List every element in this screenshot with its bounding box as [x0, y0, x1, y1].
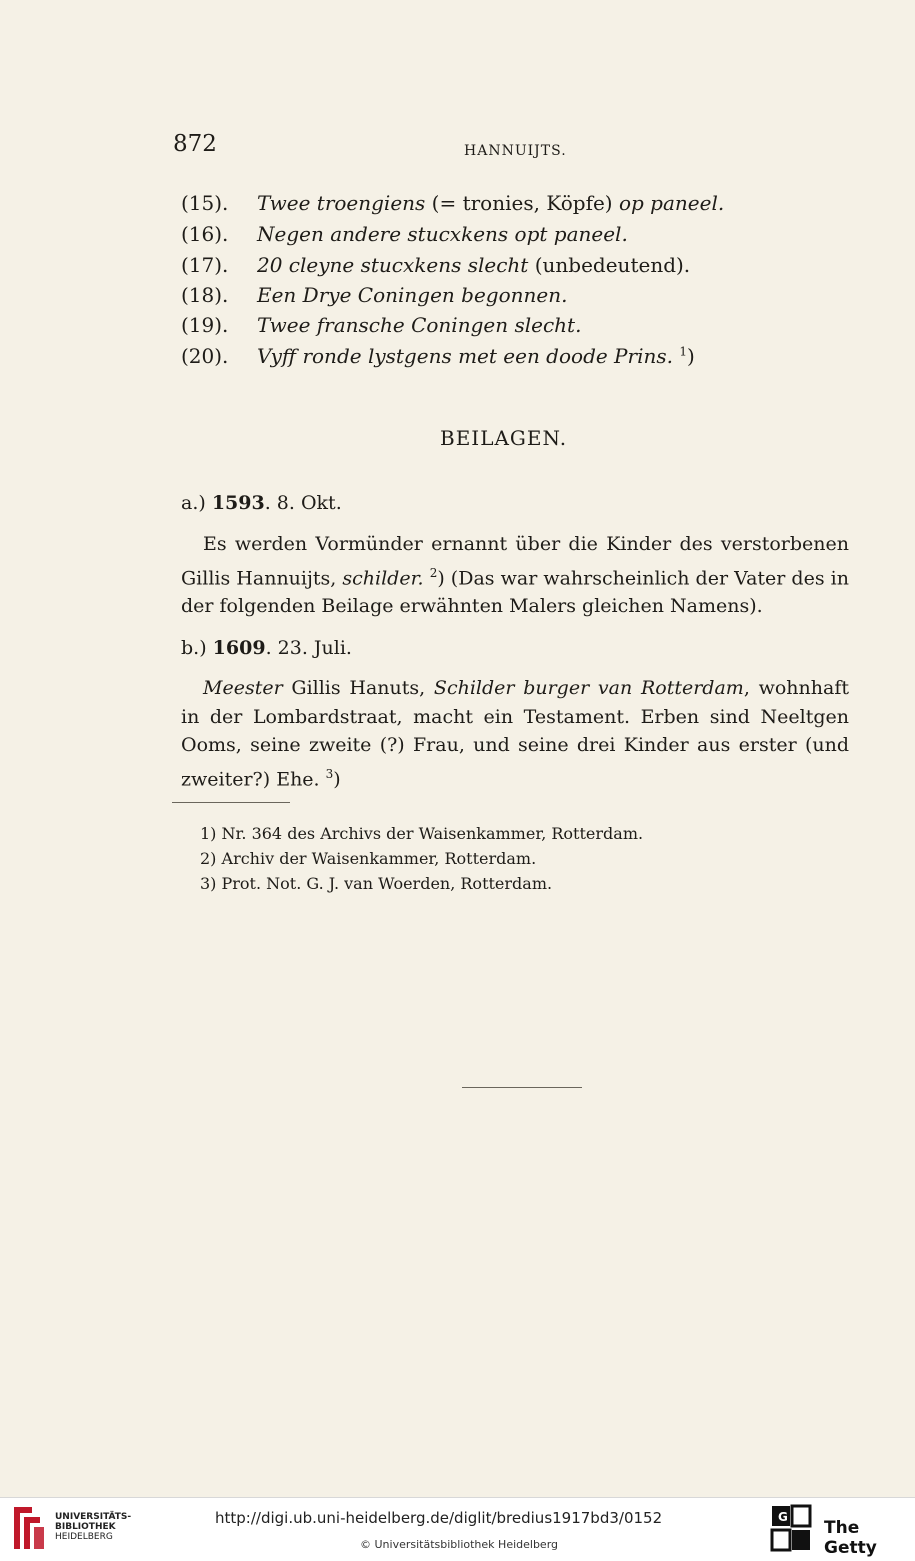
- entry-year: 1609: [212, 637, 266, 659]
- italic-text: 20 cleyne stucxkens slecht: [257, 253, 529, 277]
- entry-paragraph: [181, 530, 849, 621]
- entry-heading: [181, 637, 352, 659]
- item-description: [257, 344, 695, 368]
- italic-text: Een Drye Coningen begonnen.: [257, 283, 568, 307]
- text-run: (= tronies, Köpfe): [425, 191, 619, 215]
- item-number: (19).: [181, 313, 229, 337]
- entry-label: b.): [181, 637, 207, 659]
- footnote: 1) Nr. 364 des Archivs der Waisenkammer, Rotterdam.: [200, 824, 644, 843]
- italic-text: Vyff ronde lystgens met een doode Prins.: [257, 344, 673, 368]
- footnote-divider: [172, 802, 290, 803]
- copyright-notice: © Universitätsbibliothek Heidelberg: [360, 1538, 559, 1551]
- italic-text: Meester: [203, 677, 283, 699]
- item-number: (20).: [181, 344, 229, 368]
- item-description: [257, 253, 690, 277]
- university-library-logo-icon: [10, 1503, 46, 1553]
- entry-paragraph: [181, 674, 849, 793]
- text-run: (unbedeutend).: [528, 253, 691, 277]
- italic-text: op paneel.: [618, 191, 725, 215]
- end-rule: [462, 1087, 582, 1088]
- footnote-marker: 1: [679, 344, 687, 359]
- entry-date: . 23. Juli.: [265, 637, 352, 659]
- item-number: (17).: [181, 253, 229, 277]
- library-name-line-1: UNIVERSITÄTS-: [55, 1512, 132, 1522]
- entry-date: . 8. Okt.: [264, 492, 342, 514]
- footnote: 2) Archiv der Waisenkammer, Rotterdam.: [200, 849, 537, 868]
- permalink-url[interactable]: http://digi.ub.uni-heidelberg.de/diglit/bredius1917bd3/0152: [215, 1509, 663, 1527]
- item-number: (16).: [181, 222, 229, 246]
- text-run: Gillis Hanuts,: [282, 677, 434, 699]
- library-name-line-2: BIBLIOTHEK: [55, 1522, 116, 1532]
- getty-logo-icon: [770, 1504, 812, 1552]
- text-run: Es werden Vormünder ernannt über die Kinder des verstorbenen Gillis Hannuijts,: [181, 533, 849, 589]
- text-run: , wohnhaft in der Lombardstraat, macht ein Testament. Erben sind Neeltgen Ooms, seine zweite (?) Frau, und seine drei Kinder aus erster (und zweiter?) Ehe.: [181, 677, 850, 790]
- item-description: [257, 191, 724, 215]
- text-run: ): [686, 344, 695, 368]
- page-number: 872: [173, 131, 217, 157]
- running-title: HANNUIJTS.: [464, 143, 567, 159]
- footnote-marker: 3: [325, 766, 334, 781]
- italic-text: Negen andere stucxkens opt paneel.: [257, 222, 628, 246]
- section-title: BEILAGEN.: [440, 426, 568, 450]
- item-description: [257, 283, 567, 307]
- library-name-line-3: HEIDELBERG: [55, 1532, 113, 1542]
- italic-text: Twee troengiens: [257, 191, 426, 215]
- italic-text: Schilder burger van Rotterdam: [433, 677, 744, 699]
- footer-bar: [0, 1497, 915, 1561]
- item-number: (18).: [181, 283, 229, 307]
- footnote-marker: 2: [429, 565, 438, 580]
- entry-heading: [181, 492, 342, 514]
- entry-label: a.): [181, 492, 206, 514]
- footnote: 3) Prot. Not. G. J. van Woerden, Rotterdam.: [200, 874, 553, 893]
- text-run: ): [333, 767, 341, 790]
- entry-year: 1593: [211, 492, 265, 514]
- italic-text: Twee fransche Coningen slecht.: [257, 313, 582, 337]
- item-description: [257, 313, 581, 337]
- svg-text:G: G: [778, 1510, 788, 1524]
- italic-text: schilder.: [342, 566, 424, 589]
- text-run: ) (Das war wahrscheinlich der Vater des in der folgenden Beilage erwähnten Malers gleichen Namens).: [181, 566, 849, 618]
- item-number: (15).: [181, 191, 229, 215]
- item-description: [257, 222, 628, 246]
- sponsor-name: The Getty: [824, 1518, 877, 1558]
